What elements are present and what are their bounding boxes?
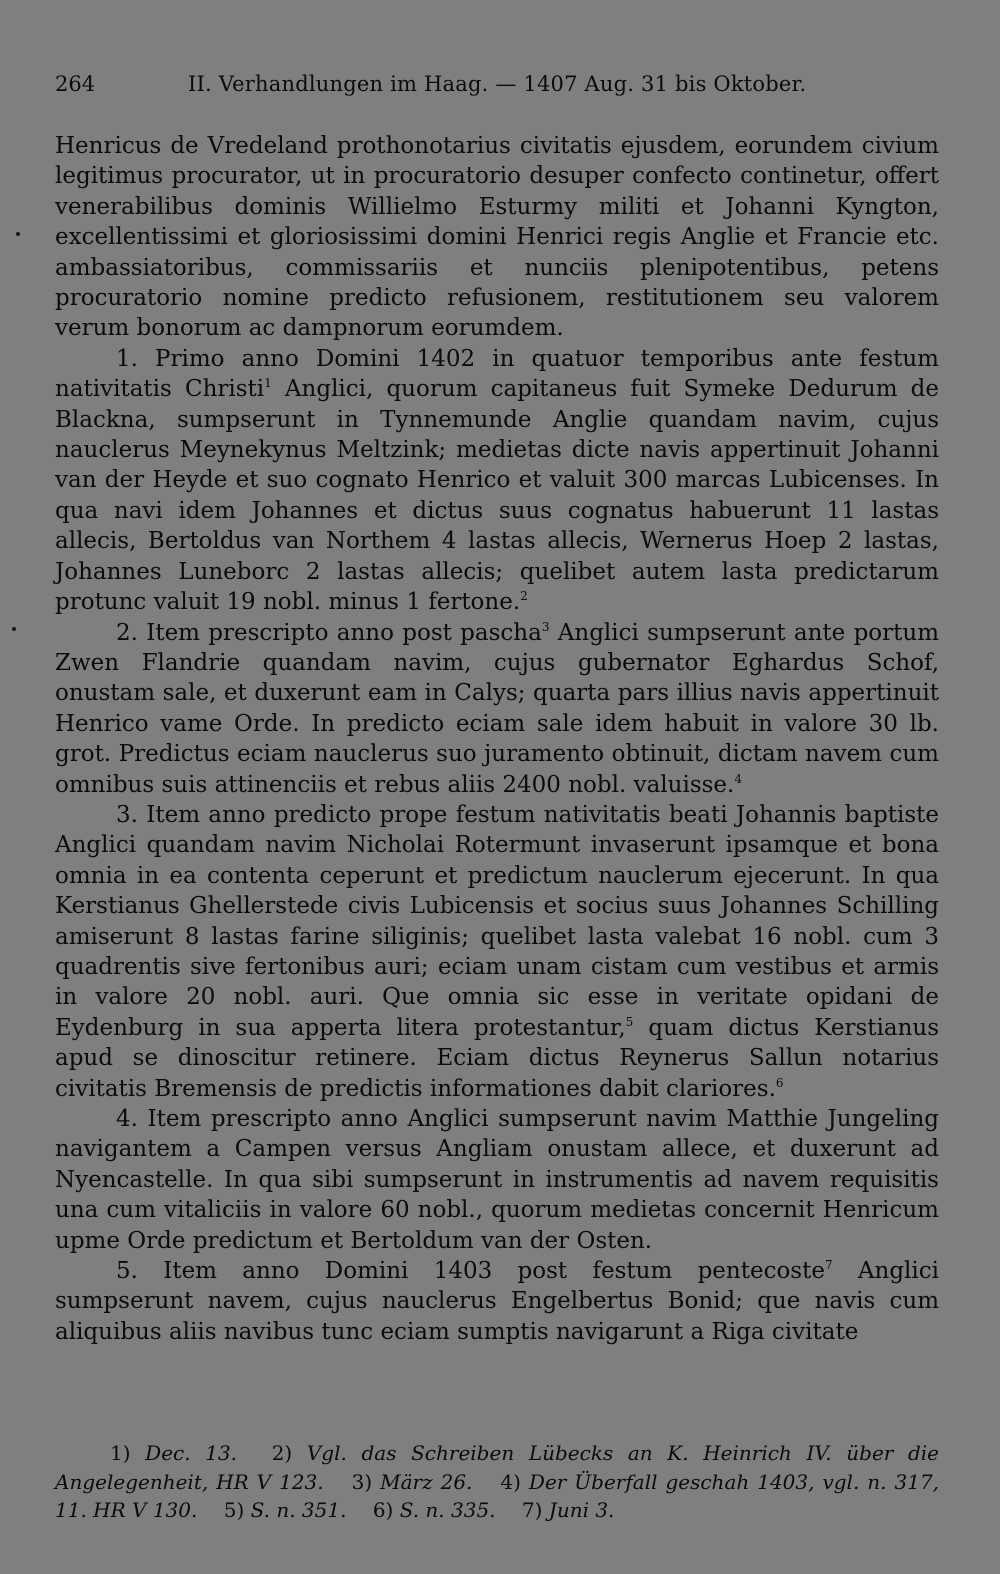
text-run: 5. Item anno Domini 1403 post festum pentecoste <box>116 1258 825 1285</box>
text-run: Anglici sumpserunt ante portum Zwen Flandrie quandam navim, cujus gubernator Eghardus Schof, onustam sale, et duxerunt eam in Calys; quarta pars illius navis appertinuit Henrico vame Orde. In predicto eciam sale idem habuit in valore 30 lb. grot. Predictus eciam nauclerus suo juramento obtinuit, dictam navem cum omnibus suis attinenciis et rebus aliis 2400 nobl. valuisse. <box>55 619 940 798</box>
footnote-ref: 3 <box>541 619 550 634</box>
footnote-number: 2) <box>271 1441 293 1465</box>
text-run: Henricus de Vredeland prothonotarius civitatis ejusdem, eorundem civium legitimus procurator, ut in procuratorio desuper confecto continetur, offert venerabilibus dominis Willielmo Esturmy militi et Johanni Kyngton, excellentissimi et gloriosissimi domini Henrici regis Anglie et Francie etc. ambassiatoribus, commissariis et nunciis plenipotentibus, petens procuratorio nomine predicto refusionem, restitutionem seu valorem verum bonorum ac dampnorum eorumdem. <box>55 133 939 342</box>
text-run: quam dictus Kerstianus apud se dinoscitur retinere. Eciam dictus Reynerus Sallun notarius civitatis Bremensis de predictis informationes dabit clariores. <box>55 1014 939 1102</box>
footnote-ref: 6 <box>775 1075 784 1090</box>
paragraph <box>55 1104 939 1256</box>
footnote-ref: 2 <box>520 589 528 604</box>
footnote-ref: 1 <box>264 376 272 391</box>
text-run: Anglici sumpserunt navem, cujus nauclerus Engelbertus Bonid; que navis cum aliquibus aliis navibus tunc eciam sumptis navigarunt a Riga civitate <box>55 1258 939 1345</box>
margin-mark <box>16 232 20 236</box>
footnote-text: Der Überfall geschah 1403, vgl. n. 317, 11. HR V 130. <box>55 1469 940 1522</box>
footnote-ref: 7 <box>824 1258 833 1273</box>
footnote-text: Vgl. das Schreiben Lübecks an K. Heinrich IV. über die Angelegenheit, HR V 123. <box>55 1441 940 1494</box>
footnote-number: 3) <box>351 1469 373 1494</box>
footnote-text: S. n. 351. <box>250 1498 347 1522</box>
text-run: 2. Item prescripto anno post pascha <box>116 619 542 646</box>
text-run: 1. Primo anno Domini 1402 in quatuor temporibus ante festum nativitatis Christi <box>55 345 939 403</box>
footnote-number: 5) <box>223 1498 245 1522</box>
footnote-number: 6) <box>372 1498 394 1522</box>
footnote-text: Dec. 13. <box>145 1441 238 1465</box>
margin-mark <box>12 627 16 631</box>
text-run: 4. Item prescripto anno Anglici sumpserunt navim Matthie Jungeling navigantem a Campen versus Angliam onustam allece, et duxerunt ad Nyencastelle. In qua sibi sumpserunt in instrumentis ad navem requisitis una cum vitaliciis in valore 60 nobl., quorum medietas concernit Henricum upme Orde predictum et Bertoldum van der Osten. <box>55 1106 939 1254</box>
footnote-ref: 5 <box>625 1014 634 1029</box>
paragraph <box>55 131 939 344</box>
footnote-text: S. n. 335. <box>399 1498 496 1522</box>
main-text <box>55 131 939 1347</box>
page-header <box>55 68 940 104</box>
paragraph <box>55 800 939 1104</box>
footnotes <box>55 1439 939 1525</box>
paragraph <box>55 1256 939 1347</box>
footnote-number: 1) <box>110 1441 131 1465</box>
text-run: Anglici, quorum capitaneus fuit Symeke Dedurum de Blackna, sumpserunt in Tynnemunde Anglie quandam navim, cujus nauclerus Meynekynus Meltzink; medietas dicte navis appertinuit Johanni van der Heyde et suo cognato Henrico et valuit 300 marcas Lubicenses. In qua navi idem Johannes et dictus suus cognatus habuerunt 11 lastas allecis, Bertoldus van Northem 4 lastas allecis, Wernerus Hoep 2 lastas, Johannes Luneborc 2 lastas allecis; quelibet autem lasta predictarum protunc valuit 19 nobl. minus 1 fertone. <box>55 376 939 616</box>
running-title: II. Verhandlungen im Haag. — 1407 Aug. 31 bis Oktober. <box>188 72 807 96</box>
page-number: 264 <box>55 72 96 96</box>
footnote-block <box>55 1439 939 1525</box>
paragraph <box>55 618 939 800</box>
paragraph <box>55 344 939 618</box>
footnote-text: März 26. <box>380 1469 473 1494</box>
text-run: 3. Item anno predicto prope festum nativitatis beati Johannis baptiste Anglici quandam navim Nicholai Rotermunt invaserunt ipsamque et bona omnia in ea contenta ceperunt et predictum nauclerum ejecerunt. In qua Kerstianus Ghellerstede civis Lubicensis et socius suus Johannes Schilling amiserunt 8 lastas farine siliginis; quelibet lasta valebat 16 nobl. cum 3 quadrentis sive fertonibus auri; eciam unam cistam cum vestibus et armis in valore 20 nobl. auri. Que omnia sic esse in veritate opidani de Eydenburg in sua apperta litera protestantur, <box>55 801 939 1041</box>
footnote-number: 7) <box>521 1498 543 1522</box>
footnote-number: 4) <box>500 1469 521 1494</box>
footnote-text: Juni 3. <box>548 1498 615 1522</box>
footnote-ref: 4 <box>734 771 742 786</box>
